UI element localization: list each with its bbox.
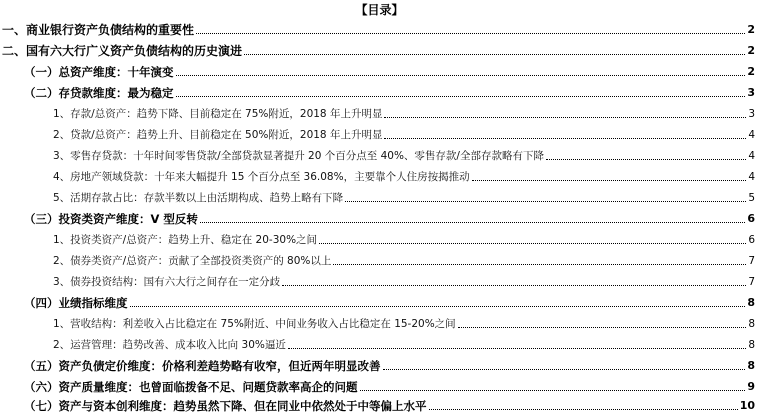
toc-entry-text: （六）资产质量维度：也曾面临拨备不足、问题贷款率高企的问题: [24, 380, 358, 394]
toc-entry-text: 2、债券类资产/总资产：贡献了全部投资类资产的 80%以上: [53, 255, 332, 267]
toc-entry-2-3-1[interactable]: [53, 229, 755, 247]
toc-entry-2-4-2[interactable]: [53, 334, 755, 352]
toc-entry-2-5[interactable]: [24, 355, 755, 373]
dot-leader: [384, 117, 746, 118]
toc-entry-page: 8: [747, 359, 755, 372]
toc-entry-2-3-3[interactable]: [53, 271, 755, 289]
toc-entry-text: （五）资产负债定价维度：价格利差趋势略有收窄，但近两年明显改善: [24, 359, 381, 373]
toc-entry-page: 7: [748, 255, 755, 267]
toc-entry-page: 8: [747, 296, 755, 309]
toc-entry-2-2-4[interactable]: [53, 166, 755, 184]
toc-title: 【目录】: [355, 3, 404, 17]
toc-entry-text: （三）投资类资产维度：V 型反转: [24, 212, 198, 226]
dot-leader: [458, 327, 747, 328]
toc-entry-2-1[interactable]: [24, 61, 755, 79]
toc-entry-page: 9: [747, 380, 755, 393]
dot-leader: [472, 180, 747, 181]
toc-entry-2-2-3[interactable]: [53, 145, 755, 163]
dot-leader: [244, 54, 745, 55]
toc-entry-2[interactable]: [2, 40, 755, 58]
toc-entry-2-3[interactable]: [24, 208, 755, 226]
toc-entry-2-4[interactable]: [24, 292, 755, 310]
toc-entry-text: 2、运营管理：趋势改善、成本收入比向 30%逼近: [53, 339, 286, 351]
toc-entry-page: 5: [748, 192, 755, 204]
toc-entry-text: 2、贷款/总资产：趋势上升、目前稳定在 50%附近，2018 年上升明显: [53, 129, 383, 141]
toc-entry-1[interactable]: [2, 19, 755, 37]
toc-entry-2-6[interactable]: [24, 376, 755, 394]
dot-leader: [429, 409, 738, 410]
toc-entry-text: （一）总资产维度：十年演变: [24, 65, 174, 79]
toc-entry-page: 2: [747, 44, 755, 57]
toc-entry-2-2-5[interactable]: [53, 187, 755, 205]
toc-entry-2-2-2[interactable]: [53, 124, 755, 142]
toc-entry-page: 6: [747, 212, 755, 225]
toc-entry-text: （七）资产与资本创利维度：趋势虽然下降、但在同业中依然处于中等偏上水平: [24, 399, 427, 413]
toc-entry-text: 1、投资类资产/总资产：趋势上升、稳定在 20-30%之间: [53, 234, 318, 246]
toc-entry-text: 1、营收结构：利差收入占比稳定在 75%附近、中间业务收入占比稳定在 15-20%之间: [53, 318, 456, 330]
toc-entry-page: 4: [748, 150, 755, 162]
dot-leader: [384, 138, 746, 139]
toc-entry-text: （四）业绩指标维度: [24, 296, 128, 310]
toc-entry-2-2[interactable]: [24, 82, 755, 100]
dot-leader: [383, 369, 746, 370]
toc-entry-page: 4: [748, 171, 755, 183]
dot-leader: [200, 222, 745, 223]
toc-entry-text: （二）存贷款维度：最为稳定: [24, 86, 174, 100]
toc-entry-page: 8: [748, 339, 755, 351]
toc-entry-page: 7: [748, 276, 755, 288]
toc-entry-text: 1、存款/总资产：趋势下降、目前稳定在 75%附近，2018 年上升明显: [53, 108, 383, 120]
toc-entry-page: 10: [739, 399, 755, 412]
toc-entry-page: 3: [748, 108, 755, 120]
toc-entry-page: 2: [747, 65, 755, 78]
toc-entry-text: 3、零售存贷款：十年时间零售贷款/全部贷款显著提升 20 个百分点至 40%、零售存款/全部存款略有下降: [53, 150, 544, 162]
toc-entry-2-4-1[interactable]: [53, 313, 755, 331]
dot-leader: [345, 201, 746, 202]
dot-leader: [546, 159, 746, 160]
dot-leader: [360, 390, 746, 391]
toc-entry-page: 8: [748, 318, 755, 330]
dot-leader: [130, 306, 746, 307]
toc-entry-page: 6: [748, 234, 755, 246]
toc-entry-page: 2: [747, 23, 755, 36]
toc-entry-2-7[interactable]: [24, 395, 755, 413]
dot-leader: [176, 96, 746, 97]
dot-leader: [196, 33, 745, 34]
toc-entry-text: 5、活期存款占比：存款半数以上由活期构成、趋势上略有下降: [53, 192, 344, 204]
toc-entry-text: 二、国有六大行广义资产负债结构的历史演进: [2, 44, 243, 58]
toc-entry-text: 一、商业银行资产负债结构的重要性: [2, 23, 195, 37]
dot-leader: [282, 285, 746, 286]
toc-entry-page: 4: [748, 129, 755, 141]
toc-entry-text: 3、债券投资结构：国有六大行之间存在一定分歧: [53, 276, 281, 288]
dot-leader: [333, 264, 746, 265]
toc-entry-page: 3: [747, 86, 755, 99]
toc-entry-2-2-1[interactable]: [53, 103, 755, 121]
toc-entry-text: 4、房地产领域贷款：十年来大幅提升 15 个百分点至 36.08%，主要靠个人住房按揭推动: [53, 171, 470, 183]
dot-leader: [288, 348, 746, 349]
toc-entry-2-3-2[interactable]: [53, 250, 755, 268]
dot-leader: [319, 243, 746, 244]
dot-leader: [176, 75, 746, 76]
